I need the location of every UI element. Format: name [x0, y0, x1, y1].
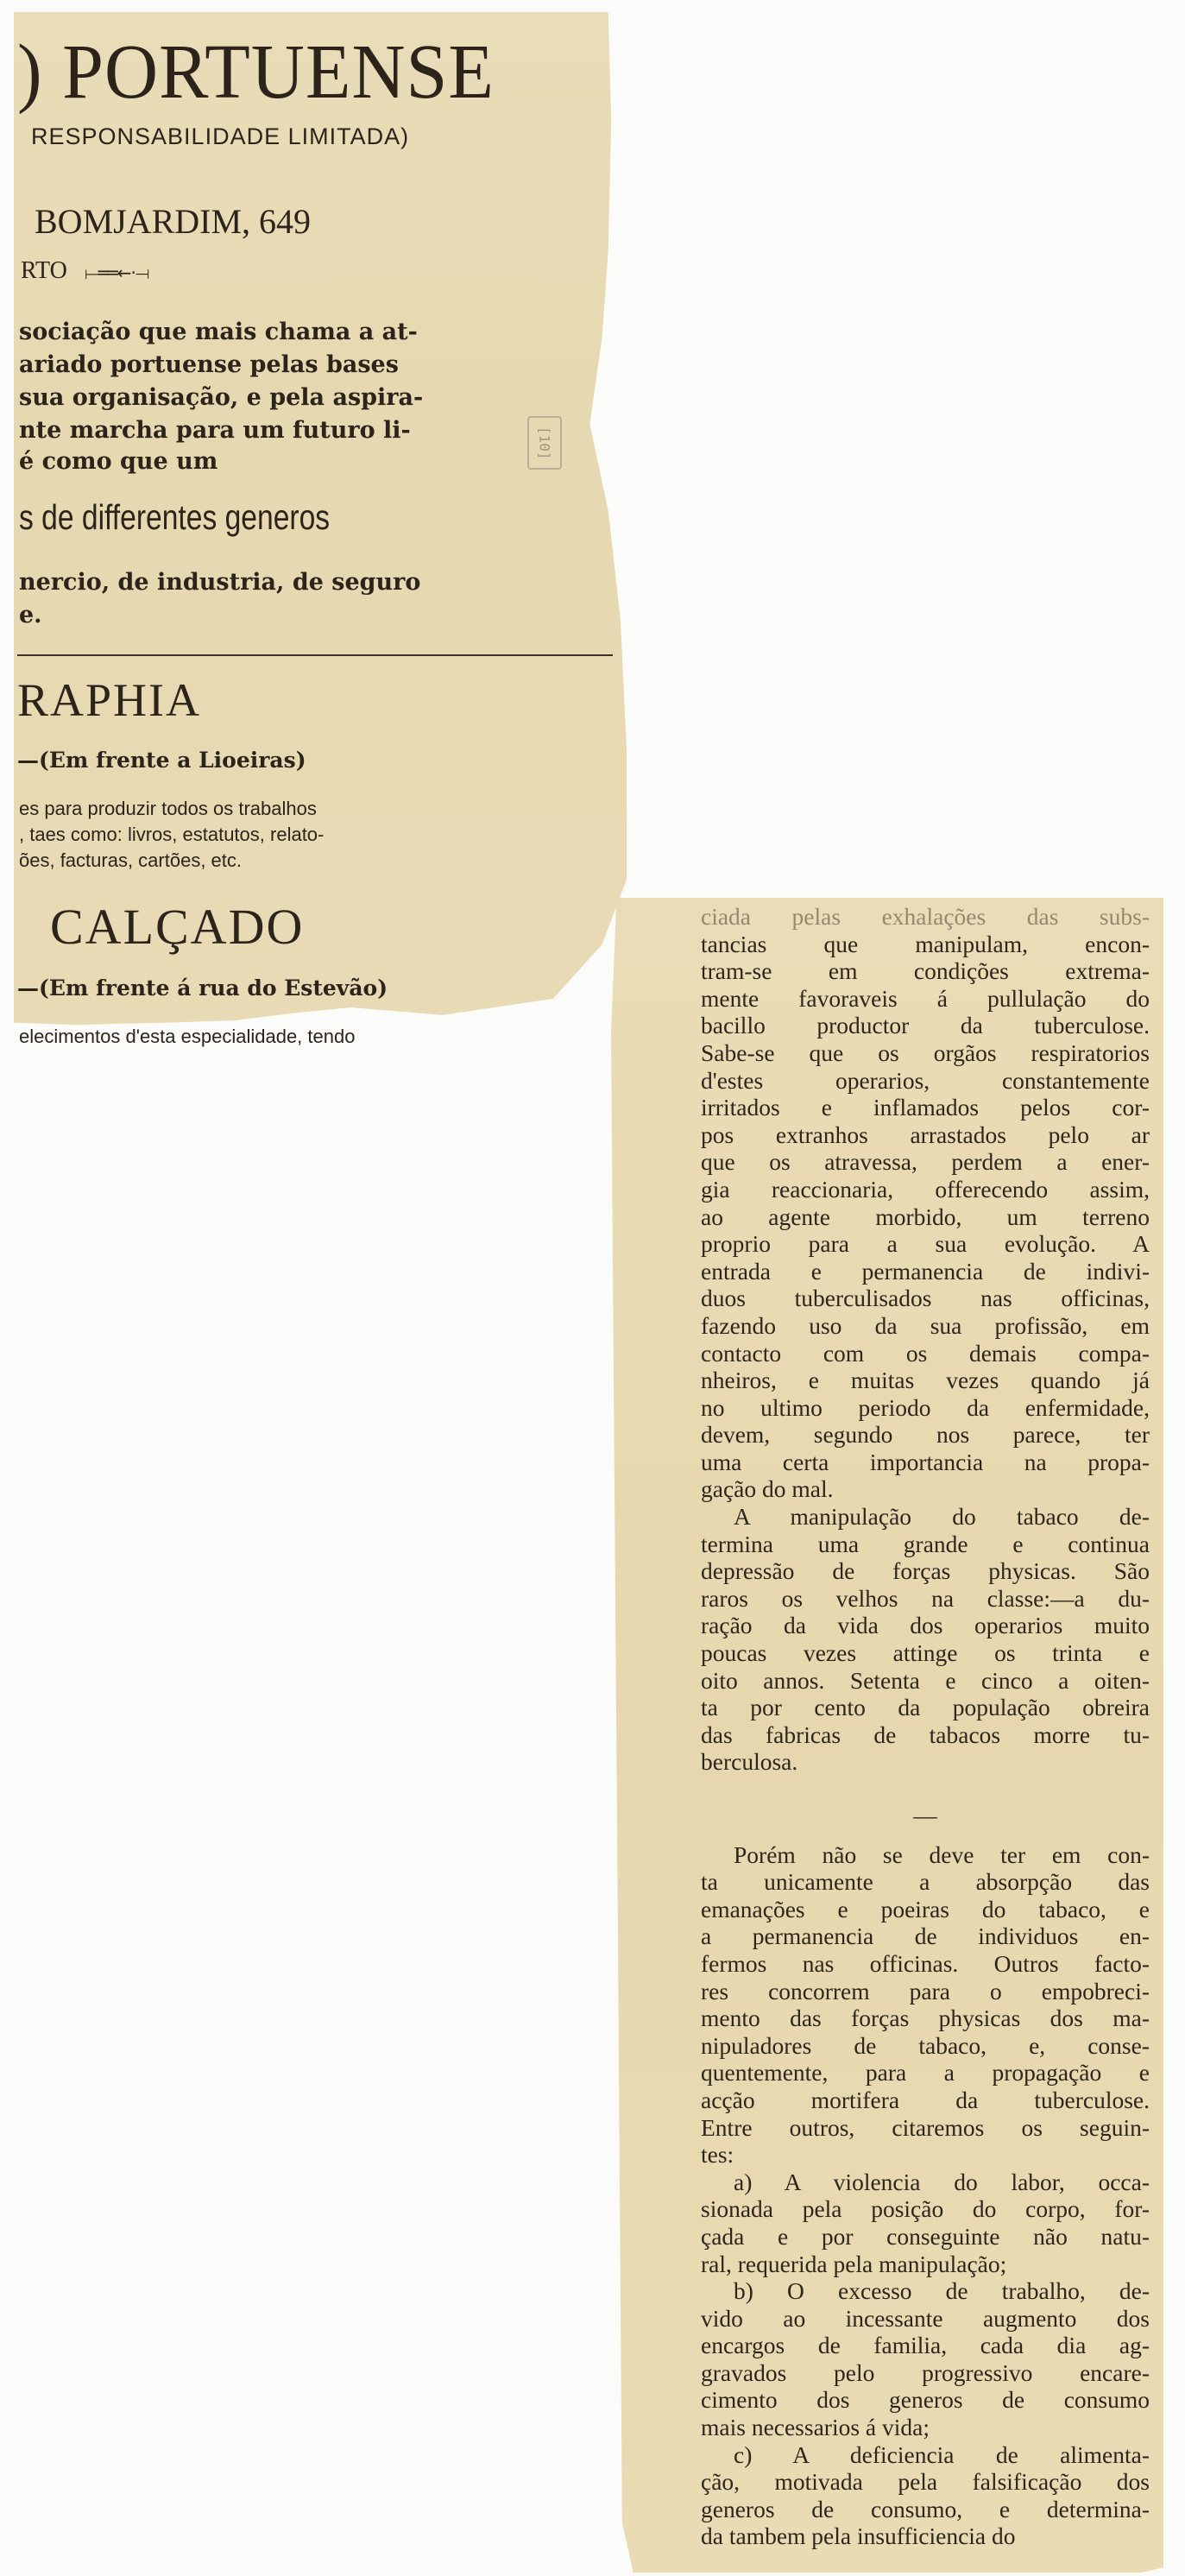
article-line: ção, motivada pela falsificação dos [701, 2468, 1150, 2496]
article-line: mente favoraveis á pullulação do [701, 984, 1150, 1012]
article-line: gravados pelo progressivo encare- [701, 2358, 1150, 2386]
association-line: nte marcha para um futuro li- [19, 417, 411, 444]
article-line: pos extranhos arrastados pelo ar [701, 1121, 1150, 1148]
article-line: emanações e poeiras do tabaco, e [701, 1895, 1150, 1923]
article-line: fazendo uso da sua profissão, em [701, 1311, 1150, 1339]
article-line: d'estes operarios, constantemente [701, 1066, 1150, 1094]
article-line: uma certa importancia na propa- [701, 1448, 1150, 1475]
article-line: generos de consumo, e determina- [701, 2495, 1150, 2522]
establishments-line: elecimentos d'esta especialidade, tendo [19, 1026, 356, 1047]
section-divider [17, 654, 613, 656]
list-item-a: a) A violencia do labor, occa- [734, 2168, 1150, 2195]
article-line: mais necessarios á vida; [701, 2414, 930, 2441]
location-note-1: —(Em frente a Lioeiras) [17, 748, 306, 773]
spacer [701, 1776, 1150, 1795]
article-line: mento das forças physicas dos ma- [701, 2005, 1150, 2032]
city-line: RTO [21, 257, 67, 284]
list-item-b: b) O excesso de trabalho, de- [734, 2277, 1150, 2305]
como-line: é como que um [19, 448, 218, 475]
list-item-c: c) A deficiencia de alimenta- [734, 2440, 1150, 2468]
article-line: Sabe-se que os orgãos respiratorios [701, 1039, 1150, 1066]
services-line: es para produzir todos os trabalhos [19, 798, 317, 819]
article-line: vido ao incessante augmento dos [701, 2304, 1150, 2332]
services-line: , taes como: livros, estatutos, relato- [19, 824, 325, 845]
article-line: Porém não se deve ter em con- [734, 1840, 1150, 1868]
article-line: termina uma grande e continua [701, 1530, 1150, 1557]
article-line: tancias que manipulam, encon- [701, 930, 1150, 957]
article-line: çada e por conseguinte não natu- [701, 2222, 1150, 2250]
article-line: tram-se em condições extrema- [701, 957, 1150, 985]
article-line: poucas vezes attinge os trinta e [701, 1639, 1150, 1667]
article-line: gação do mal. [701, 1475, 834, 1503]
typography-heading: RAPHIA [17, 674, 202, 726]
article-line: ta unicamente a absorpção das [701, 1868, 1150, 1896]
article-line: ral, requerida pela manipulação; [701, 2250, 1007, 2277]
cut-line: ciada pelas exhalações das subs- [701, 903, 1150, 930]
commercio-line: e. [19, 602, 42, 628]
article-line: quentemente, para a propagação e [701, 2059, 1150, 2087]
association-line: sua organisação, e pela aspira- [19, 384, 424, 411]
article-line: proprio para a sua evolução. A [701, 1230, 1150, 1258]
article-line: duos tuberculisados nas officinas, [701, 1285, 1150, 1312]
article-line: devem, segundo nos parece, ter [701, 1421, 1150, 1449]
article-line: depressão de forças physicas. São [701, 1557, 1150, 1585]
article-line: oito annos. Setenta e cinco a oiten- [701, 1666, 1150, 1694]
article-line: encargos de familia, cada dia ag- [701, 2332, 1150, 2359]
article-line: acção mortifera da tuberculose. [701, 2086, 1150, 2113]
article-line: bacillo productor da tuberculose. [701, 1012, 1150, 1039]
location-note-2: —(Em frente á rua do Estevão) [17, 975, 388, 1001]
section-separator: — [913, 1802, 937, 1828]
commercio-paragraph [19, 566, 420, 632]
article-line: entrada e permanencia de indivi- [701, 1257, 1150, 1285]
article-line: da tambem pela insufficiencia do [701, 2522, 1016, 2550]
address-line: BOMJARDIM, 649 [35, 202, 312, 241]
article-line: no ultimo periodo da enfermidade, [701, 1393, 1150, 1421]
article-line: contacto com os demais compa- [701, 1339, 1150, 1367]
commercio-line: nercio, de industria, de seguro [19, 569, 421, 596]
masthead-title: ) PORTUENSE [17, 28, 495, 115]
article-line: ração da vida dos operarios muito [701, 1612, 1150, 1639]
article-line: ta por cento da população obreira [701, 1694, 1150, 1721]
archive-stamp-icon: [10] [527, 416, 562, 470]
article-line: sionada pela posição do corpo, for- [701, 2195, 1150, 2223]
article-line: cimento dos generos de consumo [701, 2386, 1150, 2414]
article-line: ao agente morbido, um terreno [701, 1203, 1150, 1230]
article-line: irritados e inflamados pelos cor- [701, 1094, 1150, 1121]
article-line: a permanencia de individuos en- [701, 1923, 1150, 1950]
association-line: ariado portuense pelas bases [19, 351, 399, 378]
article-line: Entre outros, citaremos os seguin- [701, 2113, 1150, 2141]
article-line: das fabricas de tabacos morre tu- [701, 1720, 1150, 1748]
article-line: berculosa. [701, 1748, 798, 1776]
footwear-heading: CALÇADO [50, 899, 305, 955]
services-line: ões, facturas, cartões, etc. [19, 849, 243, 871]
article-line: fermos nas officinas. Outros facto- [701, 1949, 1150, 1977]
article-line: nipuladores de tabaco, e, conse- [701, 2031, 1150, 2059]
article-line: A manipulação do tabaco de- [734, 1503, 1150, 1531]
ornament-icon: ⟝══←·⟞ [85, 262, 149, 283]
article-line: que os atravessa, perdem a ener- [701, 1148, 1150, 1176]
article-column [701, 903, 1150, 2550]
masthead-subtitle: RESPONSABILIDADE LIMITADA) [31, 123, 410, 149]
article-line: raros os velhos na classe:—a du- [701, 1584, 1150, 1612]
article-line: res concorrem para o empobreci- [701, 1977, 1150, 2005]
article-line: nheiros, e muitas vezes quando já [701, 1367, 1150, 1394]
article-line: tes: [701, 2141, 734, 2169]
association-line: sociação que mais chama a at- [19, 319, 418, 345]
association-paragraph [19, 316, 423, 447]
article-line: gia reaccionaria, offerecendo assim, [701, 1175, 1150, 1203]
generos-line: s de differentes generos [19, 497, 331, 537]
services-paragraph [19, 796, 324, 874]
